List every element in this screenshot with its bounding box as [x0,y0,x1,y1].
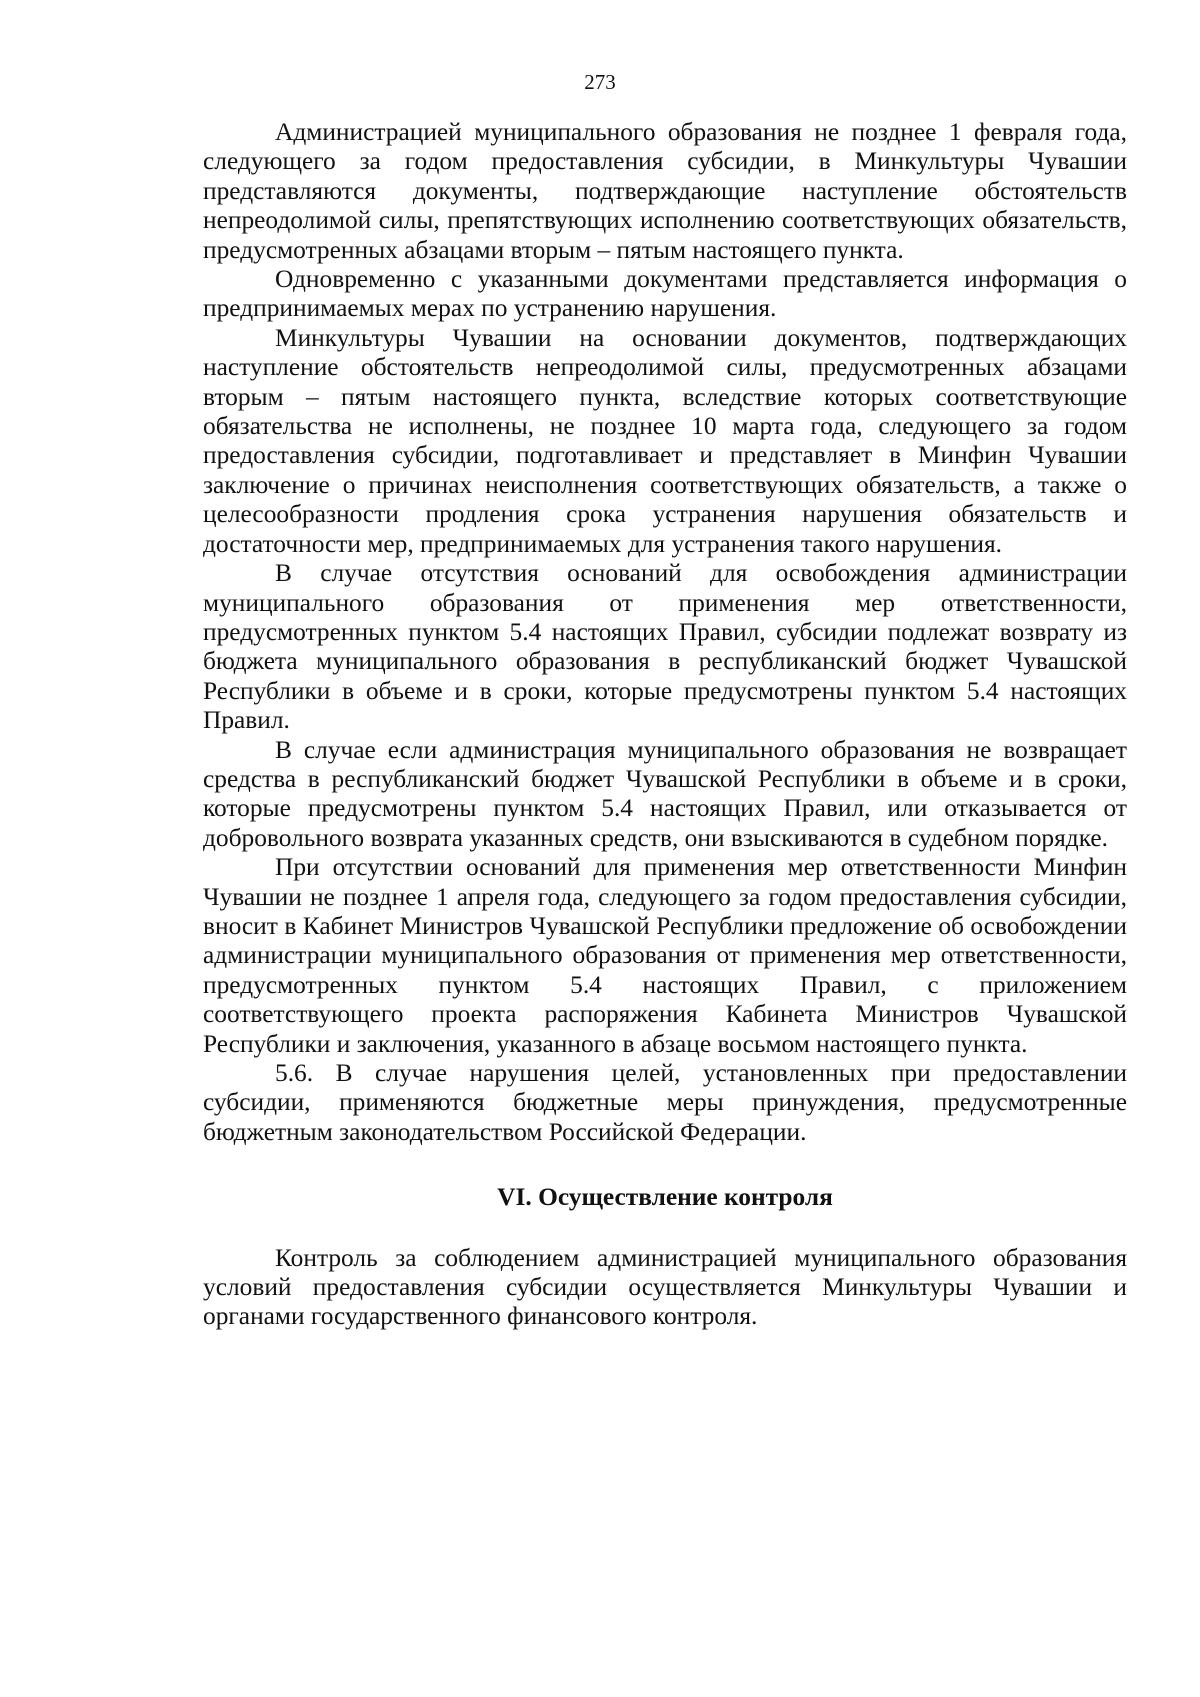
paragraph: Одновременно с указанными документами представляется информация о предпринимаемых мерах по устранению нарушения. [203,265,1127,323]
section-heading: VI. Осуществление контроля [497,1183,833,1212]
paragraph: Контроль за соблюдением администрацией муниципального образования условий предоставления субсидии осуществляется Минкультуры Чувашии и органами государственного финансового контроля. [203,1243,1127,1331]
page-number: 273 [584,70,616,94]
paragraph: В случае отсутствия оснований для освобождения администрации муниципального образования от применения мер ответственности, предусмотренных пунктом 5.4 настоящих Правил, субсидии подлежат возврату из бюджета муниципального образования в республиканский бюджет Чувашской Республики в объеме и в сроки, которые предусмотрены пунктом 5.4 настоящих Правил. [203,559,1127,735]
paragraph: При отсутствии оснований для применения мер ответственности Минфин Чувашии не позднее 1 апреля года, следующего за годом предоставления субсидии, вносит в Кабинет Министров Чувашской Республики предложение об освобождении администрации муниципального образования от применения мер ответственности, предусмотренных пунктом 5.4 настоящих Правил, с приложением соответствующего проекта распоряжения Кабинета Министров Чувашской Республики и заключения, указанного в абзаце восьмом настоящего пункта. [203,853,1127,1058]
paragraph: Администрацией муниципального образования не позднее 1 февраля года, следующего за годом предоставления субсидии, в Минкультуры Чувашии представляются документы, подтверждающие наступление обстоятельств непреодолимой силы, препятствующих исполнению соответствующих обязательств, предусмотренных абзацами вторым – пятым настоящего пункта. [203,118,1127,264]
paragraph: В случае если администрация муниципального образования не возвращает средства в республиканский бюджет Чувашской Республики в объеме и в сроки, которые предусмотрены пунктом 5.4 настоящих Правил, или отказывается от добровольного возврата указанных средств, они взыскиваются в судебном порядке. [203,735,1127,852]
paragraph: 5.6. В случае нарушения целей, установленных при предоставлении субсидии, применяются бюджетные меры принуждения, предусмотренные бюджетным законодательством Российской Федерации. [203,1059,1127,1146]
document-body [203,118,1127,1332]
paragraph: Минкультуры Чувашии на основании документов, подтверждающих наступление обстоятельств непреодолимой силы, предусмотренных абзацами вторым – пятым настоящего пункта, вследствие которых соответствующие обязательства не исполнены, не позднее 10 марта года, следующего за годом предоставления субсидии, подготавливает и представляет в Минфин Чувашии заключение о причинах неисполнения соответствующих обязательств, а также о целесообразности продления срока устранения нарушения обязательств и достаточности мер, предпринимаемых для устранения такого нарушения. [203,323,1127,558]
